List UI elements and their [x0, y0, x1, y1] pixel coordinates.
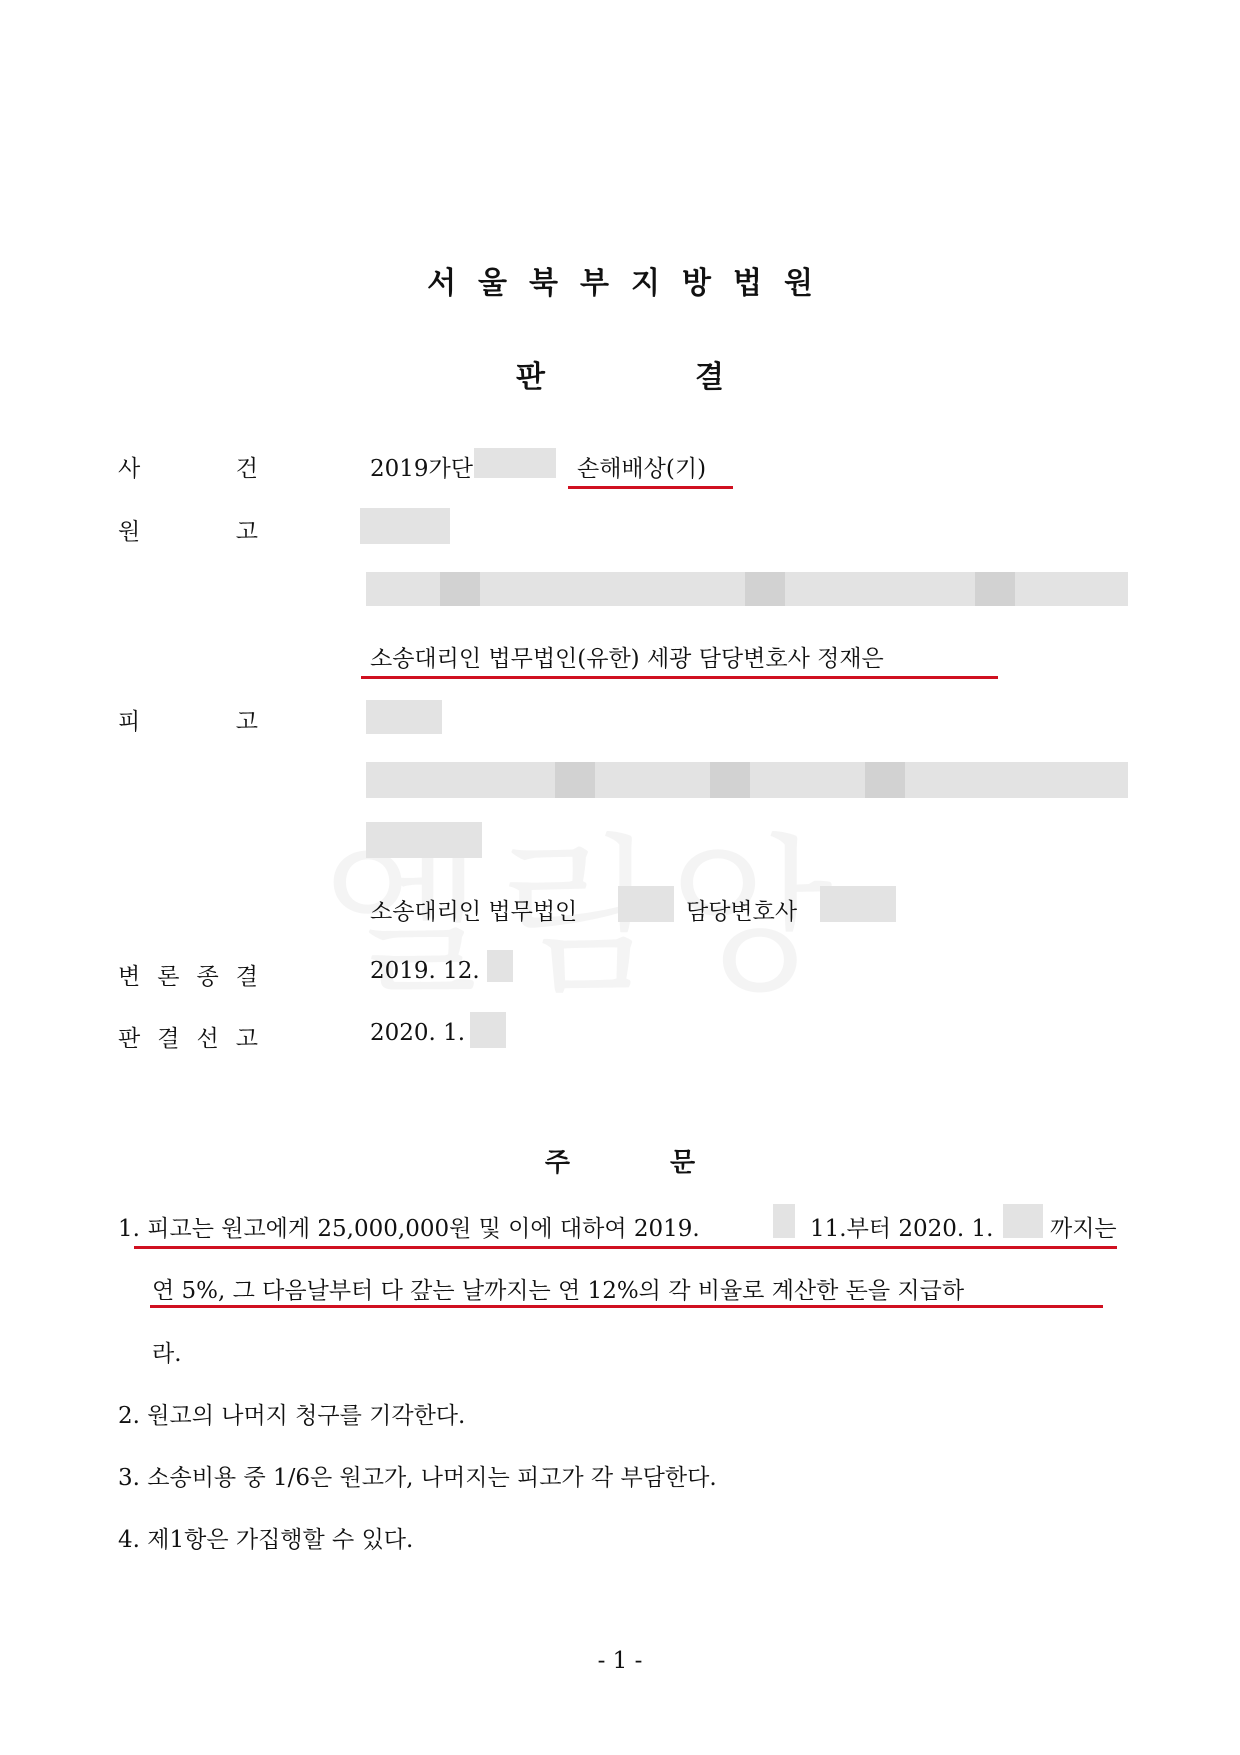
plaintiff-attorney: 소송대리인 법무법인(유한) 세광 담당변호사 정재은: [370, 646, 884, 672]
closing-label-char: 변: [118, 964, 141, 990]
ruling-item-1-part-b: 11.부터 2020. 1.: [810, 1216, 994, 1242]
ruling-item-4: 4. 제1항은 가집행할 수 있다.: [118, 1527, 414, 1553]
ruling-label-char: 선: [196, 1026, 219, 1052]
ruling-label-char: 고: [235, 1026, 258, 1052]
ruling-label: [118, 1020, 258, 1053]
redacted-defendant-address-cont: [366, 822, 482, 858]
redacted-defendant-name: [366, 700, 442, 734]
redacted-end-day: [1003, 1204, 1043, 1238]
ruling-item-2: 2. 원고의 나머지 청구를 기각한다.: [118, 1403, 466, 1429]
redacted-plaintiff-name: [360, 508, 450, 544]
page-number: - 1 -: [597, 1648, 643, 1674]
plaintiff-label-char: 원: [118, 519, 141, 545]
redaction-block: [865, 762, 905, 798]
defendant-attorney-prefix: 소송대리인 법무법인: [370, 899, 578, 925]
ruling-item-1-line-3: 라.: [152, 1341, 182, 1367]
redacted-case-number: [474, 448, 556, 478]
redaction-block: [975, 572, 1015, 606]
plaintiff-label: [118, 513, 258, 546]
defendant-label: [118, 703, 258, 736]
defendant-attorney-suffix: 담당변호사: [686, 899, 798, 925]
plaintiff-label-char: 고: [235, 519, 258, 545]
court-name: 서울북부지방법원: [427, 266, 835, 301]
case-label-char: 사: [118, 456, 141, 482]
closing-date: 2019. 12.: [370, 958, 480, 984]
redaction-block: [710, 762, 750, 798]
ruling-date: 2020. 1.: [370, 1020, 466, 1046]
redaction-block: [745, 572, 785, 606]
ruling-item-1-part-a: 1. 피고는 원고에게 25,000,000원 및 이에 대하여 2019.: [118, 1216, 700, 1242]
closing-label-char: 종: [196, 964, 219, 990]
ruling-item-3: 3. 소송비용 중 1/6은 원고가, 나머지는 피고가 각 부담한다.: [118, 1465, 717, 1491]
closing-label-char: 결: [235, 964, 258, 990]
defendant-label-char: 고: [235, 709, 258, 735]
ruling-item-1-part-c: 까지는: [1050, 1216, 1117, 1242]
redacted-start-day: [773, 1204, 795, 1238]
ruling-label-char: 결: [157, 1026, 180, 1052]
redaction-block: [555, 762, 595, 798]
redacted-defendant-attorney: [820, 886, 896, 922]
redacted-ruling-day: [470, 1012, 506, 1048]
closing-label: [118, 958, 258, 991]
case-label-char: 건: [235, 456, 258, 482]
annotation-underline: [150, 1305, 1103, 1308]
defendant-label-char: 피: [118, 709, 141, 735]
case-name: 손해배상(기): [577, 456, 707, 482]
annotation-underline: [361, 676, 998, 679]
ruling-item-1-line-2: 연 5%, 그 다음날부터 다 갚는 날까지는 연 12%의 각 비율로 계산한 돈을 지급하: [152, 1278, 965, 1304]
redacted-closing-day: [487, 950, 513, 982]
redacted-defendant-firm: [618, 886, 674, 922]
closing-label-char: 론: [157, 964, 180, 990]
ruling-heading: 주문: [544, 1148, 796, 1178]
case-number: 2019가단: [370, 456, 473, 482]
annotation-underline: [134, 1246, 1117, 1249]
ruling-label-char: 판: [118, 1026, 141, 1052]
annotation-underline: [568, 486, 733, 489]
document-type: 판결: [516, 360, 874, 395]
case-label: [118, 450, 258, 483]
redaction-block: [440, 572, 480, 606]
